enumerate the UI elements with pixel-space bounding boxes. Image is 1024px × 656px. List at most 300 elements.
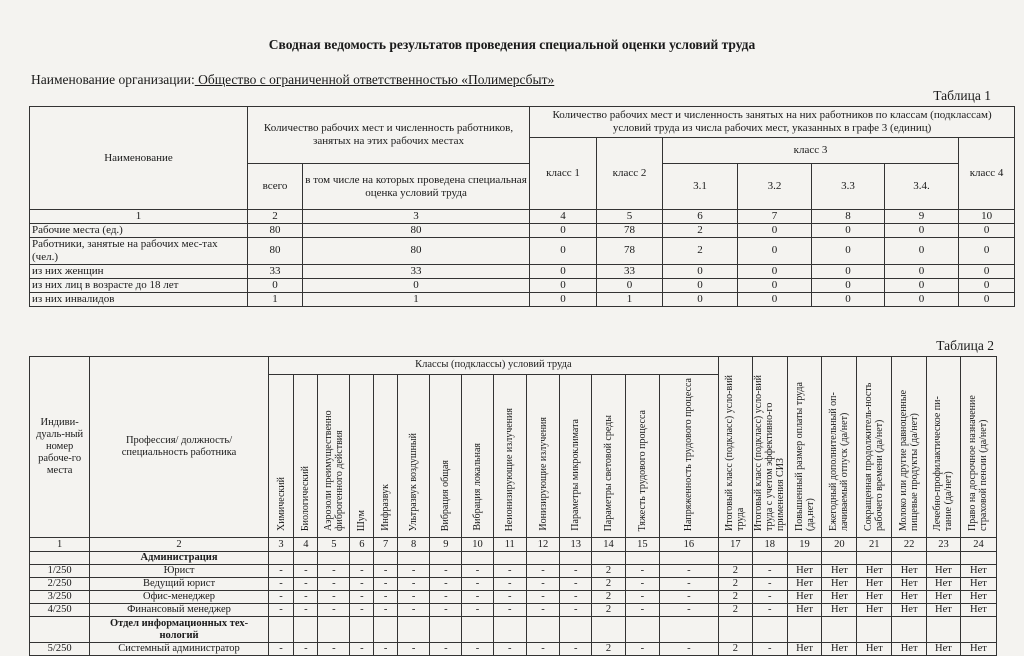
- empty-cell: [927, 617, 961, 643]
- table-cell: Нет: [960, 604, 996, 617]
- table-cell: 1: [248, 292, 303, 306]
- table-cell: -: [493, 578, 526, 591]
- table-cell: 0: [738, 292, 812, 306]
- column-number: 11: [493, 538, 526, 552]
- column-number: 9: [430, 538, 462, 552]
- table-cell: 2: [718, 578, 752, 591]
- table-cell: 0: [885, 223, 959, 237]
- table-cell: -: [493, 604, 526, 617]
- table-cell: -: [493, 643, 526, 656]
- table-cell: -: [560, 578, 592, 591]
- table-cell: -: [752, 565, 787, 578]
- table-cell: -: [374, 643, 397, 656]
- empty-cell: [374, 617, 397, 643]
- table-cell: 0: [663, 278, 738, 292]
- empty-cell: [350, 617, 374, 643]
- table-cell: -: [397, 565, 430, 578]
- profession-name: Финансовый менеджер: [90, 604, 269, 617]
- table-cell: 33: [597, 264, 663, 278]
- table-row: [30, 223, 1015, 237]
- header-workplace-id: Индиви-дуаль-ный номер рабоче-го места: [30, 357, 90, 538]
- column-number: 7: [738, 210, 812, 224]
- table-cell: 0: [812, 278, 885, 292]
- empty-cell: [294, 617, 318, 643]
- empty-cell: [374, 552, 397, 565]
- table-cell: -: [374, 604, 397, 617]
- table-cell: -: [294, 643, 318, 656]
- empty-cell: [625, 617, 659, 643]
- workplace-id: 3/250: [30, 591, 90, 604]
- table-cell: -: [430, 591, 462, 604]
- table-cell: Нет: [787, 591, 822, 604]
- table-cell: 0: [530, 278, 597, 292]
- factor-header: Биологический: [294, 375, 318, 538]
- table-cell: -: [625, 565, 659, 578]
- organization-line: [31, 72, 554, 88]
- table-cell: -: [350, 565, 374, 578]
- table-cell: -: [462, 565, 494, 578]
- table-cell: Нет: [822, 591, 857, 604]
- table-cell: 0: [812, 237, 885, 264]
- column-number: 8: [397, 538, 430, 552]
- table-cell: -: [294, 591, 318, 604]
- table-cell: -: [268, 578, 293, 591]
- header-count-group: Количество рабочих мест и численность работников, занятых на этих рабочих местах: [248, 107, 530, 164]
- header-name: Наименование: [30, 107, 248, 210]
- table-cell: Нет: [857, 591, 892, 604]
- table-cell: 0: [530, 264, 597, 278]
- table-cell: -: [350, 604, 374, 617]
- empty-cell: [857, 617, 892, 643]
- table-cell: -: [526, 591, 560, 604]
- factor-header: Химический: [268, 375, 293, 538]
- table-cell: 33: [248, 264, 303, 278]
- header-class32: 3.2: [738, 164, 812, 210]
- column-number: 16: [659, 538, 718, 552]
- table-cell: Нет: [787, 565, 822, 578]
- row-name: из них инвалидов: [30, 292, 248, 306]
- column-number: 3: [303, 210, 530, 224]
- table-cell: -: [397, 604, 430, 617]
- table-cell: -: [374, 591, 397, 604]
- factor-header: Аэрозоли преимущественно фиброгенного действия: [318, 375, 350, 538]
- table-cell: -: [462, 604, 494, 617]
- table-cell: Нет: [857, 578, 892, 591]
- empty-cell: [430, 552, 462, 565]
- factor-header: Неионизирующие излучения: [493, 375, 526, 538]
- column-numbers-row: [30, 538, 997, 552]
- table-cell: -: [318, 591, 350, 604]
- table-cell: 0: [530, 223, 597, 237]
- table-cell: 0: [812, 264, 885, 278]
- table-cell: -: [625, 604, 659, 617]
- empty-cell: [493, 552, 526, 565]
- table-cell: 80: [248, 237, 303, 264]
- empty-cell: [659, 617, 718, 643]
- table-cell: -: [659, 578, 718, 591]
- column-number: 24: [960, 538, 996, 552]
- factor-header: Параметры микроклимата: [560, 375, 592, 538]
- header-classes-group: Классы (подклассы) условий труда: [268, 357, 718, 375]
- table-cell: 0: [248, 278, 303, 292]
- table-cell: -: [462, 591, 494, 604]
- empty-cell: [857, 552, 892, 565]
- section-spacer: [30, 552, 90, 565]
- table-cell: -: [526, 643, 560, 656]
- table-cell: 33: [303, 264, 530, 278]
- table-cell: -: [268, 604, 293, 617]
- document-title: Сводная ведомость результатов проведения специальной оценки условий труда: [268, 37, 756, 52]
- empty-cell: [892, 552, 927, 565]
- column-number: 1: [30, 538, 90, 552]
- table-cell: 0: [597, 278, 663, 292]
- workplace-row: [30, 604, 997, 617]
- empty-cell: [493, 617, 526, 643]
- column-number: 2: [90, 538, 269, 552]
- table-cell: -: [625, 643, 659, 656]
- table-cell: 0: [959, 237, 1015, 264]
- table-cell: -: [397, 578, 430, 591]
- table-cell: 80: [248, 223, 303, 237]
- column-numbers-row: [30, 210, 1015, 224]
- row-name: Рабочие места (ед.): [30, 223, 248, 237]
- table-cell: -: [752, 578, 787, 591]
- table-cell: -: [493, 565, 526, 578]
- table-cell: 0: [885, 264, 959, 278]
- table-cell: 1: [303, 292, 530, 306]
- table-cell: 2: [663, 237, 738, 264]
- table-cell: 0: [663, 264, 738, 278]
- table-cell: -: [350, 643, 374, 656]
- table-cell: Нет: [787, 604, 822, 617]
- header-profession: Профессия/ должность/ специальность работника: [90, 357, 269, 538]
- row-name: Работники, занятые на рабочих мес-тах (чел.): [30, 237, 248, 264]
- table-cell: -: [294, 604, 318, 617]
- table-cell: 80: [303, 237, 530, 264]
- workplace-row: [30, 643, 997, 656]
- empty-cell: [268, 552, 293, 565]
- table-cell: Нет: [857, 604, 892, 617]
- table-cell: -: [374, 578, 397, 591]
- header-milk: Молоко или другие равноценные пищевые продукты (да/нет): [892, 357, 927, 538]
- table-cell: Нет: [892, 604, 927, 617]
- empty-cell: [268, 617, 293, 643]
- table-cell: Нет: [787, 643, 822, 656]
- table-cell: 2: [592, 604, 626, 617]
- empty-cell: [822, 617, 857, 643]
- table-cell: Нет: [822, 643, 857, 656]
- column-number: 2: [248, 210, 303, 224]
- table-cell: -: [560, 591, 592, 604]
- table-cell: -: [374, 565, 397, 578]
- table-cell: -: [659, 565, 718, 578]
- header-class34: 3.4.: [885, 164, 959, 210]
- header-class2: класс 2: [597, 138, 663, 210]
- table-cell: 0: [738, 237, 812, 264]
- table-cell: 0: [738, 278, 812, 292]
- table-cell: 80: [303, 223, 530, 237]
- table-cell: -: [294, 565, 318, 578]
- column-number: 12: [526, 538, 560, 552]
- factor-header: Параметры световой среды: [592, 375, 626, 538]
- table-cell: -: [526, 578, 560, 591]
- empty-cell: [659, 552, 718, 565]
- header-pension: Право на досрочное назначение страховой пенсии (да/нет): [960, 357, 996, 538]
- empty-cell: [526, 617, 560, 643]
- factor-header: Вибрация общая: [430, 375, 462, 538]
- table-cell: -: [318, 643, 350, 656]
- table-cell: -: [318, 565, 350, 578]
- table-cell: 78: [597, 223, 663, 237]
- table-cell: -: [659, 591, 718, 604]
- header-leave: Ежегодный дополнительный оп-лачиваемый отпуск (да/нет): [822, 357, 857, 538]
- empty-cell: [960, 552, 996, 565]
- table-cell: Нет: [927, 578, 961, 591]
- table-cell: -: [318, 604, 350, 617]
- table-cell: Нет: [960, 565, 996, 578]
- profession-name: Юрист: [90, 565, 269, 578]
- table-cell: -: [397, 591, 430, 604]
- section-row: [30, 552, 997, 565]
- table-row: [30, 292, 1015, 306]
- table-cell: Нет: [960, 578, 996, 591]
- table-cell: 0: [885, 237, 959, 264]
- organization-name: Общество с ограниченной ответственностью «Полимерсбыт»: [194, 72, 555, 87]
- table-cell: 78: [597, 237, 663, 264]
- factor-header: Ионизирующие излучения: [526, 375, 560, 538]
- table-cell: -: [462, 578, 494, 591]
- empty-cell: [822, 552, 857, 565]
- table-cell: Нет: [927, 591, 961, 604]
- factor-header: Шум: [350, 375, 374, 538]
- column-number: 8: [812, 210, 885, 224]
- table-cell: -: [560, 643, 592, 656]
- table-cell: -: [268, 565, 293, 578]
- empty-cell: [318, 552, 350, 565]
- empty-cell: [892, 617, 927, 643]
- table-cell: 2: [718, 591, 752, 604]
- table-row: [30, 237, 1015, 264]
- header-final-class: Итоговый класс (подкласс) усло-вий труда: [718, 357, 752, 538]
- table-cell: Нет: [927, 604, 961, 617]
- column-number: 5: [318, 538, 350, 552]
- table-cell: -: [430, 565, 462, 578]
- table-cell: 0: [885, 278, 959, 292]
- table-cell: -: [526, 604, 560, 617]
- table-cell: 0: [885, 292, 959, 306]
- empty-cell: [752, 617, 787, 643]
- workplace-table: [29, 356, 997, 656]
- table-cell: -: [430, 578, 462, 591]
- table-cell: -: [294, 578, 318, 591]
- column-number: 7: [374, 538, 397, 552]
- table-row: [30, 264, 1015, 278]
- table-cell: 2: [592, 578, 626, 591]
- table-cell: 0: [303, 278, 530, 292]
- table-cell: -: [350, 578, 374, 591]
- empty-cell: [592, 617, 626, 643]
- column-number: 4: [530, 210, 597, 224]
- column-number: 6: [663, 210, 738, 224]
- empty-cell: [718, 552, 752, 565]
- table-cell: -: [659, 604, 718, 617]
- header-class1: класс 1: [530, 138, 597, 210]
- table-cell: Нет: [822, 565, 857, 578]
- factor-header: Напряженность трудового процесса: [659, 375, 718, 538]
- column-number: 1: [30, 210, 248, 224]
- column-number: 3: [268, 538, 293, 552]
- table-cell: 2: [592, 643, 626, 656]
- table-cell: -: [560, 565, 592, 578]
- empty-cell: [560, 617, 592, 643]
- table-cell: 0: [663, 292, 738, 306]
- workplace-id: 4/250: [30, 604, 90, 617]
- table-cell: 0: [738, 264, 812, 278]
- table-cell: -: [430, 643, 462, 656]
- table1-label: Таблица 1: [933, 88, 991, 103]
- table-cell: -: [268, 643, 293, 656]
- empty-cell: [397, 617, 430, 643]
- column-number: 18: [752, 538, 787, 552]
- table-cell: -: [752, 643, 787, 656]
- workplace-row: [30, 565, 997, 578]
- table-cell: -: [560, 604, 592, 617]
- empty-cell: [350, 552, 374, 565]
- empty-cell: [430, 617, 462, 643]
- column-number: 20: [822, 538, 857, 552]
- column-number: 19: [787, 538, 822, 552]
- column-number: 23: [927, 538, 961, 552]
- table-cell: Нет: [960, 643, 996, 656]
- empty-cell: [625, 552, 659, 565]
- table-cell: 0: [738, 223, 812, 237]
- table-cell: 1: [597, 292, 663, 306]
- profession-name: Ведущий юрист: [90, 578, 269, 591]
- table-cell: Нет: [822, 578, 857, 591]
- empty-cell: [787, 552, 822, 565]
- header-class31: 3.1: [663, 164, 738, 210]
- empty-cell: [397, 552, 430, 565]
- header-nutrition: Лечебно-профилактическое пи-тание (да/нет): [927, 357, 961, 538]
- factor-header: Тяжесть трудового процесса: [625, 375, 659, 538]
- header-class-group: Количество рабочих мест и численность занятых на них работников по классам (подклассам) условий труда из числа рабочих мест, указанных в графе 3 (единиц): [530, 107, 1015, 138]
- table-cell: 0: [812, 292, 885, 306]
- workplace-id: 5/250: [30, 643, 90, 656]
- column-number: 10: [462, 538, 494, 552]
- table-cell: Нет: [892, 565, 927, 578]
- workplace-row: [30, 578, 997, 591]
- empty-cell: [718, 617, 752, 643]
- empty-cell: [294, 552, 318, 565]
- section-spacer: [30, 617, 90, 643]
- table-cell: Нет: [960, 591, 996, 604]
- table-row: [30, 278, 1015, 292]
- workplace-row: [30, 591, 997, 604]
- empty-cell: [560, 552, 592, 565]
- factor-header: Вибрация локальная: [462, 375, 494, 538]
- section-row: [30, 617, 997, 643]
- table-cell: 0: [959, 223, 1015, 237]
- workplace-id: 1/250: [30, 565, 90, 578]
- table-cell: -: [625, 578, 659, 591]
- row-name: из них лиц в возрасте до 18 лет: [30, 278, 248, 292]
- table-cell: 2: [592, 565, 626, 578]
- table-cell: -: [493, 591, 526, 604]
- table-cell: 0: [530, 237, 597, 264]
- table-cell: 2: [718, 604, 752, 617]
- profession-name: Офис-менеджер: [90, 591, 269, 604]
- table-cell: 2: [718, 643, 752, 656]
- table-cell: 0: [959, 278, 1015, 292]
- table-cell: -: [397, 643, 430, 656]
- table-cell: -: [659, 643, 718, 656]
- table-cell: 0: [959, 292, 1015, 306]
- header-final-class-siz: Итоговый класс (подкласс) усло-вий труда с учетом эффективно-го применения СИЗ: [752, 357, 787, 538]
- empty-cell: [960, 617, 996, 643]
- header-assessed: в том числе на которых проведена специальная оценка условий труда: [303, 164, 530, 210]
- profession-name: Системный администратор: [90, 643, 269, 656]
- table-cell: -: [430, 604, 462, 617]
- section-title: Отдел информационных тех-нологий: [90, 617, 269, 643]
- empty-cell: [592, 552, 626, 565]
- summary-table: [29, 106, 1015, 307]
- organization-label: Наименование организации:: [31, 72, 195, 87]
- column-number: 17: [718, 538, 752, 552]
- column-number: 15: [625, 538, 659, 552]
- table-cell: -: [625, 591, 659, 604]
- column-number: 5: [597, 210, 663, 224]
- workplace-id: 2/250: [30, 578, 90, 591]
- table-cell: 2: [592, 591, 626, 604]
- header-hours: Сокращенная продолжитель-ность рабочего времени (да/нет): [857, 357, 892, 538]
- factor-header: Инфразвук: [374, 375, 397, 538]
- column-number: 4: [294, 538, 318, 552]
- empty-cell: [318, 617, 350, 643]
- table-cell: -: [350, 591, 374, 604]
- section-title: Администрация: [90, 552, 269, 565]
- empty-cell: [752, 552, 787, 565]
- table-cell: 0: [530, 292, 597, 306]
- empty-cell: [462, 617, 494, 643]
- table-cell: 0: [812, 223, 885, 237]
- table-cell: Нет: [927, 643, 961, 656]
- table-cell: Нет: [787, 578, 822, 591]
- empty-cell: [462, 552, 494, 565]
- header-total: всего: [248, 164, 303, 210]
- header-pay: Повышенный размер оплаты труда (да,нет): [787, 357, 822, 538]
- empty-cell: [787, 617, 822, 643]
- table-cell: 0: [959, 264, 1015, 278]
- column-number: 21: [857, 538, 892, 552]
- column-number: 22: [892, 538, 927, 552]
- table-cell: Нет: [857, 565, 892, 578]
- table-cell: -: [462, 643, 494, 656]
- table-cell: Нет: [857, 643, 892, 656]
- table-cell: 2: [663, 223, 738, 237]
- table-cell: Нет: [927, 565, 961, 578]
- header-class3: класс 3: [663, 138, 959, 164]
- empty-cell: [927, 552, 961, 565]
- column-number: 13: [560, 538, 592, 552]
- header-class33: 3.3: [812, 164, 885, 210]
- table-cell: Нет: [892, 578, 927, 591]
- table2-label: Таблица 2: [936, 338, 994, 353]
- table-cell: -: [318, 578, 350, 591]
- column-number: 14: [592, 538, 626, 552]
- table-cell: -: [752, 604, 787, 617]
- table-cell: -: [526, 565, 560, 578]
- table-cell: -: [268, 591, 293, 604]
